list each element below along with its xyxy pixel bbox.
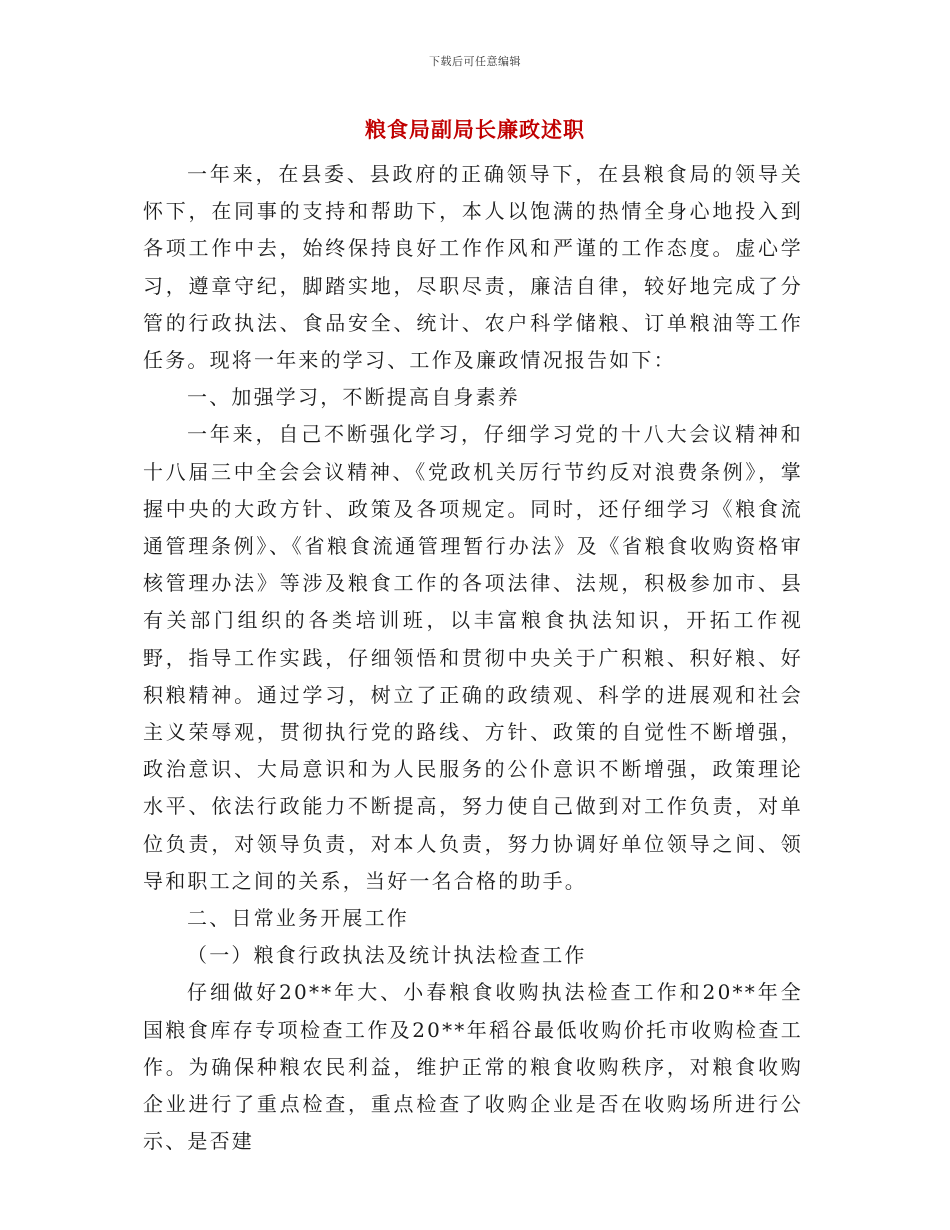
section-heading-2: 二、日常业务开展工作 (187, 906, 409, 931)
header-note: 下载后可任意编辑 (429, 55, 521, 68)
section-heading-1: 一、加强学习，不断提高自身素养 (187, 385, 520, 410)
paragraph-enforcement: 仔细做好20**年大、小春粮食收购执法检查工作和20**年全国粮食库存专项检查工作及20**年稻谷最低收购价托市收购检查工作。为确保种粮农民利益，维护正常的粮食收购秩序，对粮食收购企业进行了重点检查，重点检查了收购企业是否在收购场所进行公示、是否建 (143, 980, 803, 1154)
document-body (143, 156, 803, 1160)
document-title: 粮食局副局长廉政述职 (365, 117, 585, 142)
paragraph-study: 一年来，自己不断强化学习，仔细学习党的十八大会议精神和十八届三中全会会议精神、《党政机关厉行节约反对浪费条例》，掌握中央的大政方针、政策及各项规定。同时，还仔细学习《粮食流通管理条例》、《省粮食流通管理暂行办法》及《省粮食收购资格审核管理办法》等涉及粮食工作的各项法律、法规，积极参加市、县有关部门组织的各类培训班，以丰富粮食执法知识，开拓工作视野，指导工作实践，仔细领悟和贯彻中央关于广积粮、积好粮、好积粮精神。通过学习，树立了正确的政绩观、科学的进展观和社会主义荣辱观，贯彻执行党的路线、方针、政策的自觉性不断增强，政治意识、大局意识和为人民服务的公仆意识不断增强，政策理论水平、依法行政能力不断提高，努力使自己做到对工作负责，对单位负责，对领导负责，对本人负责，努力协调好单位领导之间、领导和职工之间的关系，当好一名合格的助手。 (143, 422, 803, 893)
paragraph-intro: 一年来，在县委、县政府的正确领导下，在县粮食局的领导关怀下，在同事的支持和帮助下，本人以饱满的热情全身心地投入到各项工作中去，始终保持良好工作作风和严谨的工作态度。虚心学习，遵章守纪，脚踏实地，尽职尽责，廉洁自律，较好地完成了分管的行政执法、食品安全、统计、农户科学储粮、订单粮油等工作任务。现将一年来的学习、工作及廉政情况报告如下： (143, 162, 803, 373)
subsection-heading-1: （一）粮食行政执法及统计执法检查工作 (187, 943, 587, 968)
